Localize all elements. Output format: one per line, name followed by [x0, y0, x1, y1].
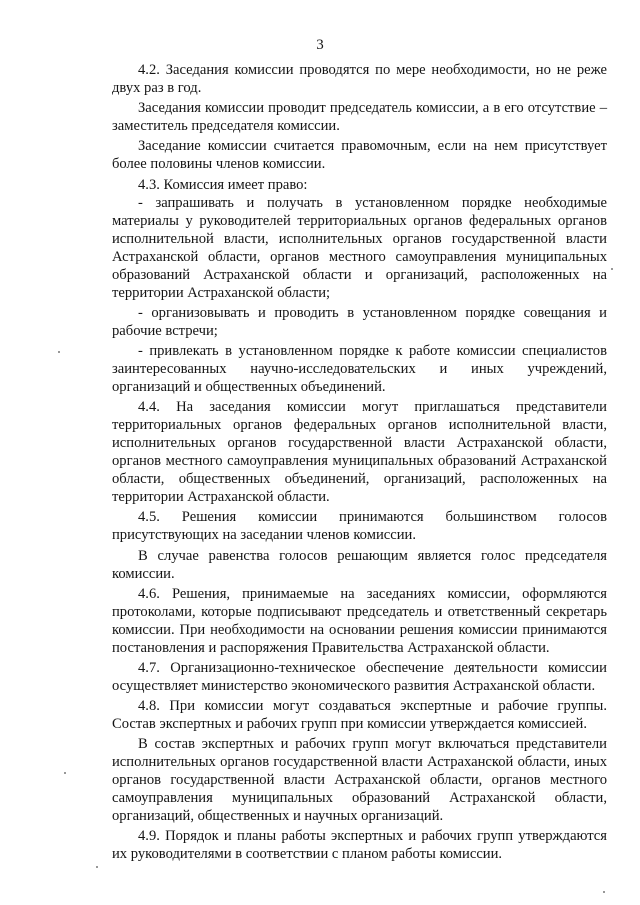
- scan-speck: [58, 351, 60, 353]
- document-body: [112, 61, 607, 866]
- paragraph-4-4: 4.4. На заседания комиссии могут приглашаться представители территориальных органов федеральных органов исполнительной власти, исполнительных органов государственной власти Астраханской области, органов местного самоуправления муниципальных образований Астраханской области, общественных объединений, организаций, расположенных на территории Астраханской области.: [112, 399, 607, 506]
- paragraph-quorum: Заседание комиссии считается правомочным, если на нем присутствует более половины членов комиссии.: [112, 138, 607, 173]
- paragraph-right-request: - запрашивать и получать в установленном порядке необходимые материалы у руководителей территориальных органов федеральных органов исполнительной власти, исполнительных органов государственной власти Астраханской области, органов местного самоуправления муниципальных образований Астраханской области и организаций, расположенных на территории Астраханской области;: [112, 194, 607, 301]
- scan-speck: [64, 772, 66, 774]
- paragraph-4-5: 4.5. Решения комиссии принимаются большинством голосов присутствующих на заседании членов комиссии.: [112, 509, 607, 544]
- paragraph-tie-vote: В случае равенства голосов решающим является голос председателя комиссии.: [112, 547, 607, 582]
- paragraph-4-7: 4.7. Организационно-техническое обеспечение деятельности комиссии осуществляет министерство экономического развития Астраханской области.: [112, 659, 607, 694]
- paragraph-group-composition: В состав экспертных и рабочих групп могут включаться представители исполнительных органов государственной власти Астраханской области, иных органов государственной власти Астраханской области, органов местного самоуправления муниципальных образований Астраханской области, организаций, общественных и научных организаций.: [112, 736, 607, 825]
- paragraph-chair: Заседания комиссии проводит председатель комиссии, а в его отсутствие – заместитель председателя комиссии.: [112, 100, 607, 135]
- page-number: 3: [316, 37, 324, 53]
- scan-speck: [96, 866, 98, 868]
- scan-speck: [603, 891, 605, 893]
- paragraph-4-2: 4.2. Заседания комиссии проводятся по мере необходимости, но не реже двух раз в год.: [112, 62, 607, 96]
- scan-speck: [611, 268, 613, 270]
- paragraph-4-6: 4.6. Решения, принимаемые на заседаниях комиссии, оформляются протоколами, которые подписывают председатель и ответственный секретарь комиссии. При необходимости на основании решения комиссии принимаются постановления и распоряжения Правительства Астраханской области.: [112, 585, 607, 656]
- paragraph-4-8: 4.8. При комиссии могут создаваться экспертные и рабочие группы. Состав экспертных и рабочих групп при комиссии утверждается комиссией.: [112, 698, 607, 733]
- paragraph-4-9: 4.9. Порядок и планы работы экспертных и рабочих групп утверждаются их руководителями в соответствии с планом работы комиссии.: [112, 828, 607, 863]
- paragraph-right-specialists: - привлекать в установленном порядке к работе комиссии специалистов заинтересованных научно-исследовательских и иных учреждений, организаций и общественных объединений.: [112, 342, 607, 395]
- paragraph-right-meetings: - организовывать и проводить в установленном порядке совещания и рабочие встречи;: [112, 304, 607, 339]
- paragraph-4-3: 4.3. Комиссия имеет право:: [138, 176, 308, 193]
